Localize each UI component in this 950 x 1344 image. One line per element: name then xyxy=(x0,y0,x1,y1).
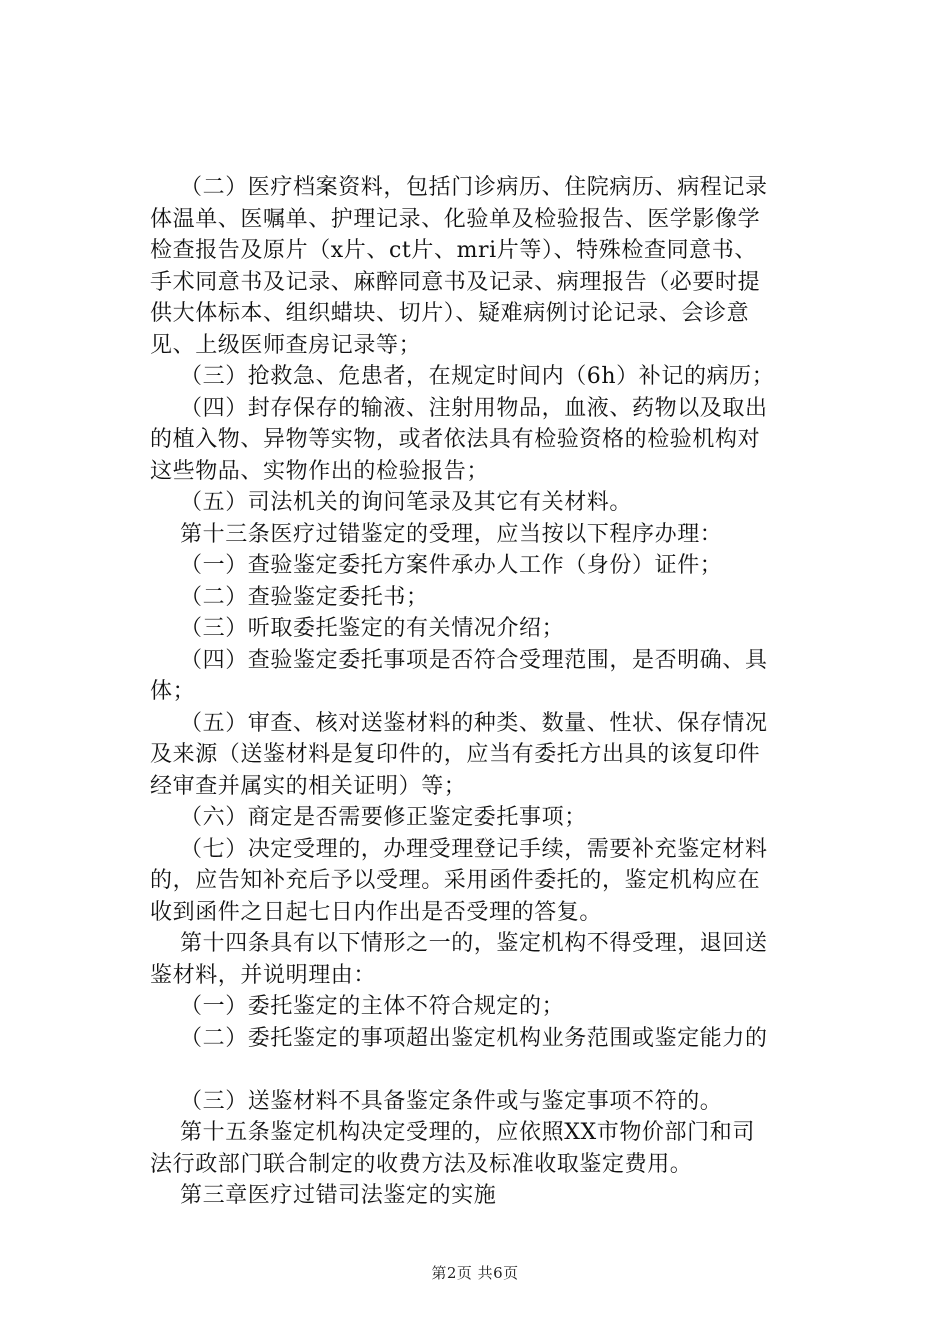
text-line: 这些物品、实物作出的检验报告； xyxy=(150,458,490,484)
blank-line xyxy=(150,1054,840,1086)
text-line: （五）司法机关的询问笔录及其它有关材料。 xyxy=(180,490,633,515)
text-line: （三）听取委托鉴定的有关情况介绍； xyxy=(180,616,565,641)
text-line: 体； xyxy=(150,679,196,704)
text-line: 法行政部门联合制定的收费方法及标准收取鉴定费用。 xyxy=(150,1151,693,1177)
text-line: 第十三条医疗过错鉴定的受理，应当按以下程序办理： xyxy=(180,521,723,547)
text-line: （四）查验鉴定委托事项是否符合受理范围，是否明确、具 xyxy=(180,647,768,673)
document-body xyxy=(150,172,840,1212)
text-line: （五）审查、核对送鉴材料的种类、数量、性状、保存情况 xyxy=(180,710,768,736)
text-line: 及来源（送鉴材料是复印件的，应当有委托方出具的该复印件 xyxy=(150,742,761,767)
text-line: （二）查验鉴定委托书； xyxy=(180,584,429,610)
text-line: （三）送鉴材料不具备鉴定条件或与鉴定事项不符的。 xyxy=(180,1088,723,1114)
text-line: （一）查验鉴定委托方案件承办人工作（身份）证件； xyxy=(180,553,723,578)
text-line: 见、上级医师查房记录等； xyxy=(150,332,422,358)
text-line: 经审查并属实的相关证明）等； xyxy=(150,773,467,799)
text-line: （一）委托鉴定的主体不符合规定的； xyxy=(180,994,565,1019)
text-line: 的植入物、异物等实物，或者依法具有检验资格的检验机构对 xyxy=(150,427,761,452)
text-line: 鉴材料，并说明理由： xyxy=(150,962,377,988)
text-line: 第十四条具有以下情形之一的，鉴定机构不得受理，退回送 xyxy=(180,931,768,956)
text-line: 收到函件之日起七日内作出是否受理的答复。 xyxy=(150,899,603,925)
text-line: （二）医疗档案资料，包括门诊病历、住院病历、病程记录 xyxy=(180,175,768,200)
text-line: 手术同意书及记录、麻醉同意书及记录、病理报告（必要时提 xyxy=(150,269,761,295)
text-line: 第三章医疗过错司法鉴定的实施 xyxy=(180,1183,497,1208)
text-line: （六）商定是否需要修正鉴定委托事项； xyxy=(180,805,587,830)
text-line: 供大体标本、组织蜡块、切片）、疑难病例讨论记录、会诊意 xyxy=(150,301,750,326)
text-line: 体温单、医嘱单、护理记录、化验单及检验报告、医学影像学 xyxy=(150,206,761,232)
text-line: 检查报告及原片（x片、ct片、mri片等）、特殊检查同意书、 xyxy=(150,238,757,263)
text-line: 的，应告知补充后予以受理。采用函件委托的，鉴定机构应在 xyxy=(150,868,761,893)
text-line: （二）委托鉴定的事项超出鉴定机构业务范围或鉴定能力的 xyxy=(180,1025,768,1051)
text-line: （三）抢救急、危患者，在规定时间内（6h）补记的病历； xyxy=(180,364,775,389)
page-footer: 第2页 共6页 xyxy=(431,1264,519,1282)
text-line: （七）决定受理的，办理受理登记手续，需要补充鉴定材料 xyxy=(180,836,768,862)
text-line: （四）封存保存的输液、注射用物品，血液、药物以及取出 xyxy=(180,395,768,421)
text-line: 第十五条鉴定机构决定受理的，应依照XX市物价部门和司 xyxy=(180,1120,755,1145)
